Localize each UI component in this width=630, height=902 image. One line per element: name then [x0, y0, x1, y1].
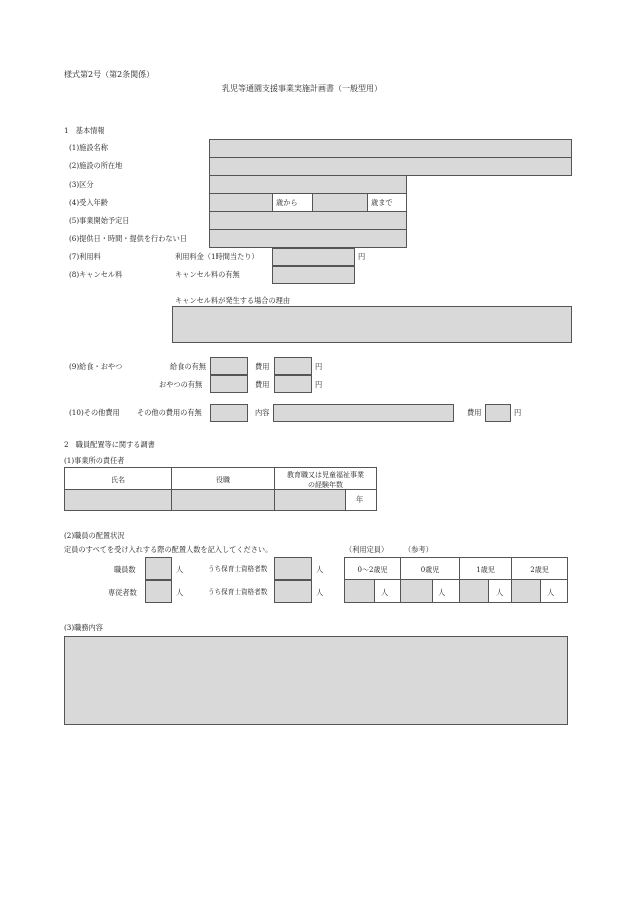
snack-cost-field[interactable] [274, 375, 312, 393]
capacity-2-field[interactable] [511, 579, 541, 603]
duties-label: (3)職務内容 [64, 623, 103, 632]
dedicated-qualified-label: うち保育士資格者数 [208, 588, 268, 596]
other-field[interactable] [210, 404, 248, 422]
age-label: (4)受入年齢 [69, 198, 108, 207]
capacity-0-2-field[interactable] [344, 579, 375, 603]
capacity-0-2-unit: 人 [381, 588, 389, 597]
dedicated-count-label: 専従者数 [108, 588, 137, 597]
fee-field[interactable] [272, 248, 355, 266]
col-name-text: 氏名 [111, 476, 125, 484]
manager-position-field[interactable] [171, 489, 275, 511]
staff-count-field[interactable] [145, 557, 172, 580]
other-cost-field[interactable] [485, 404, 511, 422]
facility-address-label: (2)施設の所在地 [69, 161, 123, 170]
staff-qualified-unit: 人 [316, 565, 324, 574]
facility-name-label: (1)施設名称 [69, 143, 108, 152]
section2-heading: 2 職員配置等に関する調書 [64, 440, 155, 449]
meal-yen: 円 [315, 362, 323, 371]
other-content-field[interactable] [273, 404, 454, 422]
snack-field[interactable] [210, 375, 248, 393]
other-label: その他の費用の有無 [137, 408, 202, 417]
reference-label: （参考） [404, 545, 433, 554]
staff-qualified-field[interactable] [274, 557, 312, 580]
cancel-reason-label: キャンセル料が発生する場合の理由 [175, 296, 291, 305]
capacity-divider-3 [511, 579, 512, 603]
cancel-field[interactable] [272, 266, 355, 284]
provision-days-field[interactable] [209, 229, 407, 248]
col-years-text-2: の経験年数 [308, 481, 343, 489]
dedicated-count-unit: 人 [176, 588, 184, 597]
fee-yen: 円 [358, 252, 366, 261]
provision-days-label: (6)提供日・時間・提供を行わない日 [69, 234, 187, 243]
capacity-0-field[interactable] [400, 579, 433, 603]
form-number: 様式第2号（第2条関係） [64, 70, 155, 79]
age-from-field[interactable] [209, 193, 273, 212]
capacity-divider-2 [459, 579, 460, 603]
manager-years-field[interactable] [274, 489, 346, 511]
meals-section-label: (9)給食・おやつ [69, 362, 123, 371]
fee-section-label: (7)利用料 [69, 252, 101, 261]
meal-cost-label: 費用 [255, 362, 270, 371]
meal-field[interactable] [210, 357, 248, 375]
other-cost-label: 費用 [467, 408, 482, 417]
snack-label: おやつの有無 [159, 380, 203, 389]
cancel-reason-field[interactable] [172, 306, 572, 343]
section1-heading: 1 基本情報 [64, 126, 105, 135]
meal-label: 給食の有無 [170, 362, 206, 371]
capacity-divider-1 [400, 579, 401, 603]
start-date-field[interactable] [209, 211, 407, 230]
manager-years-unit: 年 [356, 495, 364, 504]
manager-label: (1)事業所の責任者 [64, 456, 125, 465]
col-years-text-1: 教育職又は児童福祉事業 [287, 471, 364, 479]
facility-name-field[interactable] [209, 139, 572, 158]
cancel-label: キャンセル料の有無 [175, 270, 240, 279]
age-col-1-text: 0歳児 [420, 566, 440, 574]
other-section-label: (10)その他費用 [69, 408, 120, 417]
category-label: (3)区分 [69, 180, 94, 189]
snack-yen: 円 [315, 380, 323, 389]
duties-field[interactable] [64, 636, 568, 725]
age-from-text: 歳から [276, 198, 298, 207]
staff-qualified-label: うち保育士資格者数 [208, 565, 268, 573]
staff-count-unit: 人 [176, 565, 184, 574]
snack-cost-label: 費用 [255, 380, 270, 389]
capacity-0-unit: 人 [438, 588, 446, 597]
other-yen: 円 [514, 408, 522, 417]
fee-label: 利用料金（1時間当たり） [175, 252, 259, 261]
col-position-text: 役職 [216, 476, 230, 484]
staffing-label: (2)職員の配置状況 [64, 531, 125, 540]
page-title: 乳児等通園支援事業実施計画書（一般型用） [222, 84, 382, 93]
start-date-label: (5)事業開始予定日 [69, 216, 130, 225]
facility-address-field[interactable] [209, 157, 572, 176]
capacity-2-unit: 人 [547, 588, 555, 597]
other-content-label: 内容 [255, 408, 270, 417]
age-to-text: 歳まで [371, 198, 393, 207]
age-col-0-text: 0～2歳児 [357, 566, 388, 574]
age-to-field[interactable] [312, 193, 368, 212]
capacity-1-field[interactable] [459, 579, 489, 603]
capacity-label: （利用定員） [345, 545, 389, 554]
meal-cost-field[interactable] [274, 357, 312, 375]
age-col-2-text: 1歳児 [476, 566, 495, 574]
capacity-1-unit: 人 [496, 588, 504, 597]
staff-count-label: 職員数 [114, 565, 136, 574]
dedicated-qualified-unit: 人 [316, 588, 324, 597]
category-field[interactable] [209, 175, 407, 194]
cancel-section-label: (8)キャンセル料 [69, 270, 123, 279]
age-col-3-text: 2歳児 [530, 566, 549, 574]
dedicated-qualified-field[interactable] [274, 580, 312, 603]
manager-name-field[interactable] [64, 489, 172, 511]
staffing-note: 定員のすべてを受け入れする際の配置人数を記入してください。 [64, 545, 273, 554]
dedicated-count-field[interactable] [145, 580, 172, 603]
